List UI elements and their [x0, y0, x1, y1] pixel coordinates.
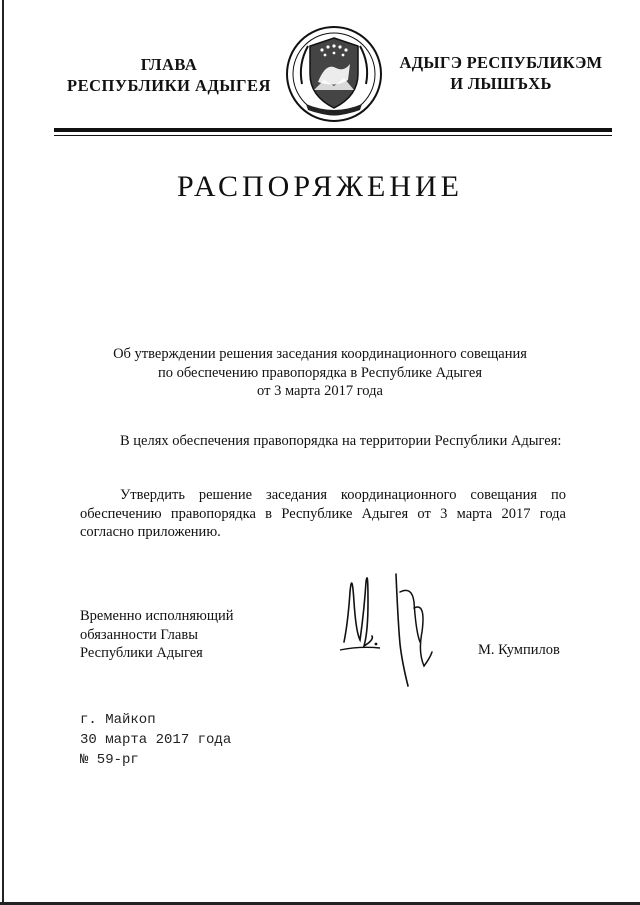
header-rule-thick — [54, 128, 612, 132]
header-right-line2: И ЛЫШЪХЬ — [450, 74, 552, 93]
subject-line-3: от 3 марта 2017 года — [257, 383, 383, 399]
header-left-line1: ГЛАВА — [140, 55, 198, 74]
paragraph-1-text: В целях обеспечения правопорядка на территории Республики Адыгея: — [120, 433, 562, 449]
coat-of-arms-icon — [284, 24, 384, 124]
header-right — [396, 52, 606, 94]
header-left-line2: РЕСПУБЛИКИ АДЫГЕЯ — [67, 76, 271, 95]
position-line-3: Республики Адыгея — [80, 645, 203, 661]
paragraph-1 — [80, 432, 566, 451]
footer-number: № 59-рг — [80, 752, 139, 768]
header-rule-thin — [54, 135, 612, 136]
footer-date: 30 марта 2017 года — [80, 732, 232, 748]
paragraph-2-text: Утвердить решение заседания координационного совещания по обеспечению правопорядка в Республике Адыгея от 3 марта 2017 года согласно приложению. — [80, 487, 566, 540]
paragraph-2 — [80, 486, 566, 542]
document-subject — [90, 345, 550, 401]
position-line-1: Временно исполняющий — [80, 608, 234, 624]
header-right-line1: АДЫГЭ РЕСПУБЛИКЭМ — [399, 53, 603, 72]
subject-line-1: Об утверждении решения заседания координационного совещания — [113, 346, 527, 362]
footer-city: г. Майкоп — [80, 712, 156, 728]
document-title: РАСПОРЯЖЕНИЕ — [176, 170, 464, 203]
signer-name: М. Кумпилов — [478, 642, 560, 658]
document-footer — [80, 710, 231, 770]
signatory-position — [80, 607, 300, 663]
scan-border-left — [2, 0, 4, 905]
subject-line-2: по обеспечению правопорядка в Республике Адыгея — [157, 364, 483, 381]
handwritten-signature — [330, 562, 450, 692]
position-line-2: обязанности Главы — [80, 626, 198, 643]
header-left — [50, 54, 288, 96]
